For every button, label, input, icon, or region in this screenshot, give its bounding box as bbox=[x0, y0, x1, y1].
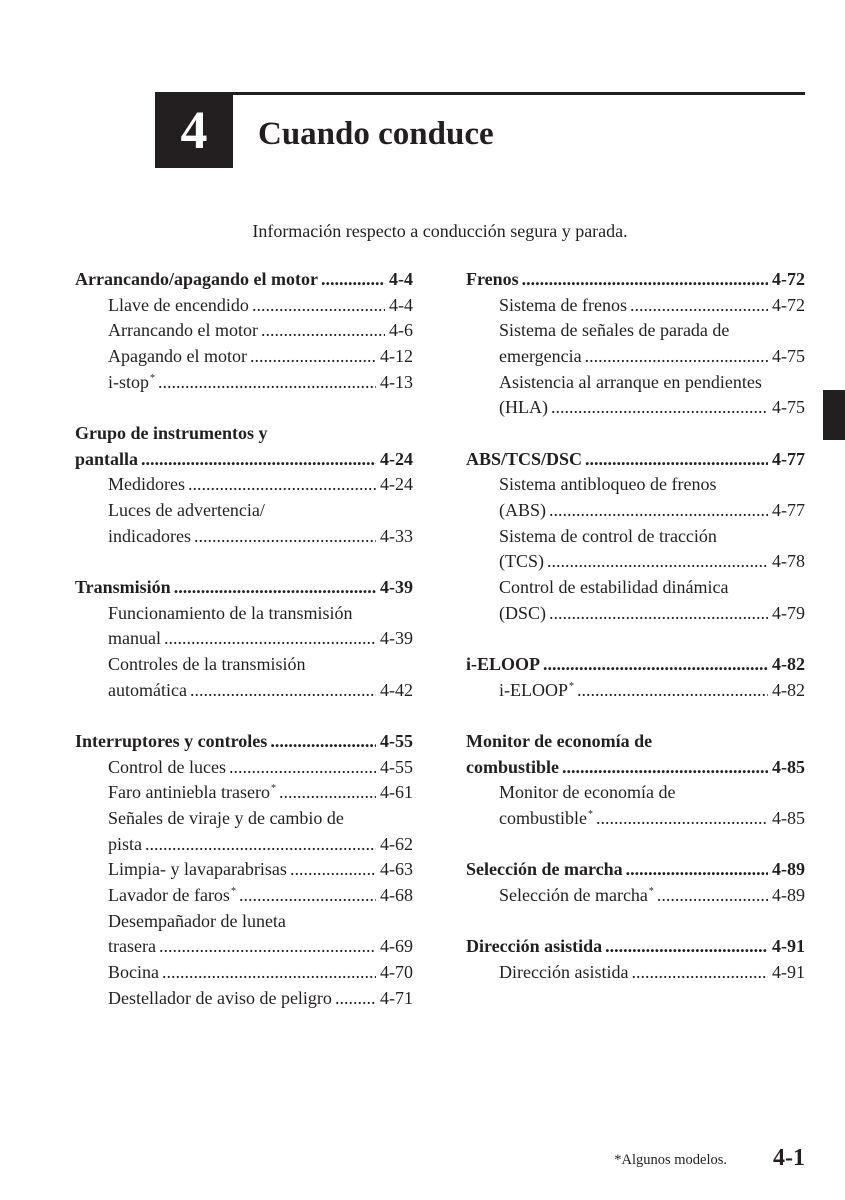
toc-page-number: 4-72 bbox=[772, 294, 805, 315]
dot-leader bbox=[252, 293, 385, 319]
toc-entry bbox=[75, 755, 413, 781]
toc-heading-text: i-ELOOP bbox=[466, 654, 541, 675]
toc-section bbox=[75, 575, 413, 703]
footnote-asterisk: * bbox=[588, 809, 593, 821]
dot-leader bbox=[626, 857, 768, 883]
dot-leader bbox=[250, 344, 376, 370]
toc-entry bbox=[75, 857, 413, 883]
toc-page-number: 4-75 bbox=[772, 346, 805, 367]
toc-heading-text: combustible bbox=[466, 756, 560, 777]
dot-leader bbox=[631, 960, 768, 986]
toc-page-number: 4-89 bbox=[772, 885, 805, 906]
toc-entry bbox=[75, 472, 413, 498]
toc-entry-label: Bocina bbox=[108, 962, 159, 983]
dot-leader bbox=[141, 447, 376, 473]
toc-section bbox=[466, 934, 805, 985]
toc-entry-line bbox=[466, 318, 805, 344]
toc-entry-text bbox=[499, 960, 628, 986]
toc-entry-text bbox=[108, 960, 159, 986]
dot-leader bbox=[164, 626, 376, 652]
toc-heading bbox=[466, 447, 805, 473]
toc-heading bbox=[75, 729, 413, 755]
intro-text: Información respecto a conducción segura y parada. bbox=[252, 221, 628, 241]
dot-leader bbox=[605, 934, 768, 960]
toc-page-number: 4-79 bbox=[772, 602, 805, 623]
toc-entry-text bbox=[499, 806, 593, 832]
dot-leader bbox=[279, 780, 376, 806]
footnote-asterisk: * bbox=[150, 372, 156, 384]
toc-entry-text bbox=[108, 318, 258, 344]
toc-entry bbox=[466, 883, 805, 909]
toc-entry-label: manual bbox=[108, 628, 161, 649]
toc-entry bbox=[75, 318, 413, 344]
toc-entry-text: Control de estabilidad dinámica bbox=[499, 577, 729, 598]
toc-entry bbox=[466, 601, 805, 627]
toc-heading-text: pantalla bbox=[75, 448, 139, 469]
dot-leader bbox=[585, 344, 768, 370]
toc-entry-text: Funcionamiento de la transmisión bbox=[108, 602, 353, 623]
toc-entry-text bbox=[499, 293, 627, 319]
toc-section bbox=[466, 447, 805, 627]
toc-section bbox=[75, 421, 413, 549]
dot-leader bbox=[190, 678, 376, 704]
toc-entry-line bbox=[466, 780, 805, 806]
chapter-title: Cuando conduce bbox=[258, 116, 494, 152]
toc-entry-label: Selección de marcha bbox=[499, 885, 648, 906]
toc-entry-text bbox=[108, 344, 247, 370]
toc-entry-text bbox=[499, 549, 544, 575]
toc-entry bbox=[466, 344, 805, 370]
toc-heading bbox=[466, 267, 805, 293]
footer-page-number: 4-1 bbox=[773, 1145, 805, 1171]
toc-entry-label: Dirección asistida bbox=[499, 962, 629, 983]
toc-entry bbox=[75, 626, 413, 652]
footnote-asterisk: * bbox=[648, 886, 654, 898]
toc-page-number: 4-39 bbox=[380, 628, 413, 649]
toc-page-number: 4-61 bbox=[380, 782, 413, 803]
toc-entry bbox=[466, 395, 805, 421]
toc-entry-text bbox=[499, 883, 654, 909]
toc-entry-text bbox=[499, 498, 546, 524]
toc-entry-label: emergencia bbox=[499, 346, 582, 367]
toc-heading-text: Arrancando/apagando el motor bbox=[75, 269, 318, 289]
toc-heading-line bbox=[75, 421, 413, 447]
toc-entry bbox=[466, 549, 805, 575]
toc-entry bbox=[466, 678, 805, 704]
toc-entry-text bbox=[108, 370, 155, 396]
toc-entry-text bbox=[108, 986, 332, 1012]
toc-entry bbox=[466, 960, 805, 986]
dot-leader bbox=[549, 498, 768, 524]
toc-page-number: 4-24 bbox=[380, 474, 413, 495]
toc-entry-text: Sistema antibloqueo de frenos bbox=[499, 474, 717, 495]
toc-entry-text: Controles de la transmisión bbox=[108, 654, 306, 675]
dot-leader bbox=[551, 395, 768, 421]
toc-page-number: 4-78 bbox=[772, 551, 805, 572]
dot-leader bbox=[549, 601, 768, 627]
toc-section bbox=[466, 652, 805, 703]
toc-section bbox=[75, 729, 413, 1011]
toc-entry-label: (HLA) bbox=[499, 397, 548, 418]
toc-entry-label: Limpia- y lavaparabrisas bbox=[108, 859, 287, 880]
header-rule bbox=[155, 92, 805, 95]
toc-column-left bbox=[75, 267, 413, 1011]
toc-entry bbox=[75, 370, 413, 396]
toc-page-number: 4-63 bbox=[380, 859, 413, 880]
toc-page-number: 4-33 bbox=[380, 525, 413, 546]
toc-entry-text: Luces de advertencia/ bbox=[108, 500, 265, 521]
toc-entry bbox=[466, 293, 805, 319]
toc-entry-text bbox=[108, 678, 187, 704]
toc-entry bbox=[466, 806, 805, 832]
toc-entry-text: Sistema de control de tracción bbox=[499, 525, 717, 546]
toc-entry-label: Llave de encendido bbox=[108, 294, 249, 315]
toc-heading bbox=[466, 652, 805, 678]
toc-heading-text: Transmisión bbox=[75, 577, 171, 598]
toc-section bbox=[466, 729, 805, 832]
toc-section bbox=[466, 857, 805, 908]
toc-page-number: 4-62 bbox=[380, 833, 413, 854]
toc-entry-line bbox=[466, 370, 805, 396]
toc-entry-label: i-ELOOP bbox=[499, 679, 568, 700]
toc-entry-text: Sistema de señales de parada de bbox=[499, 320, 730, 341]
chapter-thumb-tab bbox=[823, 390, 845, 440]
chapter-number-box bbox=[155, 92, 233, 168]
toc-entry bbox=[75, 934, 413, 960]
toc-entry-label: Medidores bbox=[108, 474, 185, 495]
toc-page-number: 4-68 bbox=[380, 885, 413, 906]
dot-leader bbox=[159, 934, 376, 960]
dot-leader bbox=[547, 549, 768, 575]
toc-page-number: 4-4 bbox=[389, 294, 413, 315]
toc-page-number: 4-24 bbox=[380, 448, 413, 469]
toc-heading-text: Interruptores y controles bbox=[75, 731, 268, 752]
toc-entry-text: Desempañador de luneta bbox=[108, 910, 286, 931]
toc-entry-line bbox=[75, 806, 413, 832]
toc-entry bbox=[75, 524, 413, 550]
toc-heading-line bbox=[466, 729, 805, 755]
dot-leader bbox=[335, 986, 376, 1012]
dot-leader bbox=[270, 729, 376, 755]
toc-entry-label: i-stop bbox=[108, 371, 150, 392]
toc-heading-text: Grupo de instrumentos y bbox=[75, 423, 268, 444]
toc-entry bbox=[466, 498, 805, 524]
toc-page-number: 4-39 bbox=[380, 577, 413, 598]
toc-page-number: 4-6 bbox=[389, 320, 413, 341]
toc-entry-text bbox=[499, 395, 548, 421]
toc-page-number: 4-89 bbox=[772, 859, 805, 880]
toc-page-number: 4-75 bbox=[772, 397, 805, 418]
toc-entry-line bbox=[75, 498, 413, 524]
toc-entry-text: Asistencia al arranque en pendientes bbox=[499, 371, 762, 392]
toc-heading-text: Frenos bbox=[466, 269, 519, 289]
toc-page-number: 4-72 bbox=[772, 269, 805, 289]
footnote-asterisk: * bbox=[230, 886, 236, 898]
toc-entry-line bbox=[466, 524, 805, 550]
toc-heading bbox=[75, 267, 413, 293]
toc-entry-text bbox=[108, 524, 191, 550]
toc-page-number: 4-77 bbox=[772, 448, 805, 469]
toc-entry bbox=[75, 832, 413, 858]
toc-heading-text: Dirección asistida bbox=[466, 936, 603, 957]
toc-entry bbox=[75, 780, 413, 806]
toc-entry-label: Faro antiniebla trasero bbox=[108, 782, 270, 803]
toc-page-number: 4-70 bbox=[380, 962, 413, 983]
toc-page-number: 4-13 bbox=[380, 371, 413, 392]
dot-leader bbox=[162, 960, 376, 986]
toc-entry-line bbox=[75, 601, 413, 627]
dot-leader bbox=[657, 883, 768, 909]
toc-entry-line bbox=[466, 575, 805, 601]
dot-leader bbox=[261, 318, 385, 344]
toc-heading-text: Monitor de economía de bbox=[466, 731, 653, 752]
toc-entry-label: indicadores bbox=[108, 525, 191, 546]
toc-entry-line bbox=[75, 652, 413, 678]
dot-leader bbox=[562, 755, 768, 781]
toc-entry-label: Control de luces bbox=[108, 756, 226, 777]
toc-entry-label: Sistema de frenos bbox=[499, 294, 627, 315]
toc-entry-line bbox=[75, 909, 413, 935]
toc-heading bbox=[75, 447, 413, 473]
toc-entry-label: pista bbox=[108, 833, 142, 854]
toc-entry-label: Arrancando el motor bbox=[108, 320, 258, 341]
dot-leader bbox=[158, 370, 376, 396]
toc-section bbox=[466, 267, 805, 421]
dot-leader bbox=[522, 267, 768, 293]
toc-entry-label: (ABS) bbox=[499, 500, 547, 521]
toc-entry bbox=[75, 986, 413, 1012]
dot-leader bbox=[630, 293, 768, 319]
toc-entry-text bbox=[108, 857, 287, 883]
footnote-asterisk: * bbox=[569, 680, 574, 692]
toc-entry-label: Lavador de faros bbox=[108, 885, 230, 906]
dot-leader bbox=[239, 883, 376, 909]
dot-leader bbox=[290, 857, 376, 883]
toc-entry-label: (TCS) bbox=[499, 551, 544, 572]
toc-entry bbox=[75, 344, 413, 370]
toc-column-right bbox=[466, 267, 805, 986]
toc-section bbox=[75, 267, 413, 395]
toc-heading bbox=[75, 575, 413, 601]
toc-entry-text bbox=[108, 934, 156, 960]
dot-leader bbox=[321, 267, 385, 293]
toc-heading-text: ABS/TCS/DSC bbox=[466, 448, 583, 469]
toc-heading-text: Selección de marcha bbox=[466, 859, 623, 880]
toc-entry-text bbox=[108, 780, 276, 806]
toc-entry-label: Apagando el motor bbox=[108, 346, 247, 367]
toc-entry-text bbox=[499, 601, 546, 627]
toc-entry-text: Monitor de economía de bbox=[499, 782, 676, 803]
dot-leader bbox=[577, 678, 768, 704]
toc-entry-text bbox=[108, 883, 236, 909]
toc-page-number: 4-85 bbox=[772, 756, 805, 777]
toc-entry-text bbox=[108, 755, 226, 781]
toc-entry-label: automática bbox=[108, 679, 187, 700]
toc-entry bbox=[75, 883, 413, 909]
dot-leader bbox=[145, 832, 376, 858]
footer-note: *Algunos modelos. bbox=[614, 1152, 727, 1168]
toc-entry-label: (DSC) bbox=[499, 602, 547, 623]
toc-page-number: 4-55 bbox=[380, 756, 413, 777]
toc-entry bbox=[75, 678, 413, 704]
toc-page-number: 4-85 bbox=[772, 808, 805, 829]
chapter-number: 4 bbox=[180, 100, 208, 160]
toc-page-number: 4-4 bbox=[389, 269, 413, 289]
toc-page-number: 4-12 bbox=[380, 346, 413, 367]
toc-entry-text bbox=[108, 472, 185, 498]
dot-leader bbox=[596, 806, 768, 832]
toc-entry-text bbox=[108, 626, 161, 652]
toc-heading bbox=[466, 934, 805, 960]
toc-page-number: 4-77 bbox=[772, 500, 805, 521]
toc-page-number: 4-55 bbox=[380, 731, 413, 752]
toc-page-number: 4-91 bbox=[772, 962, 805, 983]
toc-entry-label: combustible bbox=[499, 808, 587, 829]
toc-heading bbox=[466, 755, 805, 781]
toc-entry-text bbox=[108, 832, 142, 858]
toc-page-number: 4-82 bbox=[772, 654, 805, 675]
dot-leader bbox=[188, 472, 376, 498]
toc-entry bbox=[75, 960, 413, 986]
toc-entry-label: trasera bbox=[108, 936, 156, 957]
dot-leader bbox=[229, 755, 376, 781]
dot-leader bbox=[194, 524, 376, 550]
toc-entry-label: Destellador de aviso de peligro bbox=[108, 987, 332, 1008]
dot-leader bbox=[585, 447, 768, 473]
toc-entry-text bbox=[108, 293, 249, 319]
toc-entry-text: Señales de viraje y de cambio de bbox=[108, 808, 344, 829]
toc-page-number: 4-91 bbox=[772, 936, 805, 957]
dot-leader bbox=[543, 652, 768, 678]
dot-leader bbox=[174, 575, 376, 601]
toc-page-number: 4-71 bbox=[380, 987, 413, 1008]
toc-page-number: 4-69 bbox=[380, 936, 413, 957]
toc-entry-text bbox=[499, 344, 582, 370]
toc-entry-text bbox=[499, 678, 574, 704]
footnote-asterisk: * bbox=[270, 783, 276, 795]
toc-page-number: 4-42 bbox=[380, 679, 413, 700]
toc-entry bbox=[75, 293, 413, 319]
toc-page-number: 4-82 bbox=[772, 679, 805, 700]
toc-heading bbox=[466, 857, 805, 883]
toc-entry-line bbox=[466, 472, 805, 498]
